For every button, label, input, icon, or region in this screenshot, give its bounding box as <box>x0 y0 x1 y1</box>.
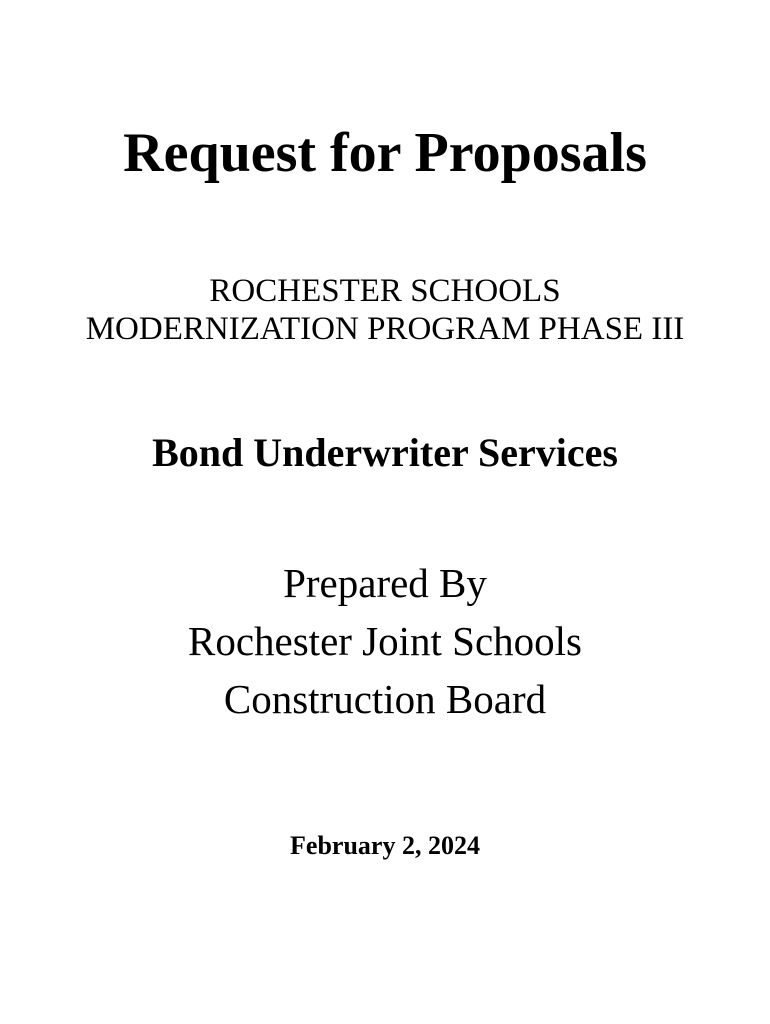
program-name <box>0 272 770 348</box>
preparer-line-1: Rochester Joint Schools <box>187 618 583 664</box>
prepared-by-label: Prepared By <box>283 560 487 606</box>
services-heading: Bond Underwriter Services <box>152 430 618 475</box>
program-line-1: ROCHESTER SCHOOLS <box>209 273 561 309</box>
preparer-line-2: Construction Board <box>223 676 547 722</box>
document-date: February 2, 2024 <box>290 831 480 860</box>
program-line-2: MODERNIZATION PROGRAM PHASE III <box>85 311 685 347</box>
document-title: Request for Proposals <box>123 122 647 184</box>
prepared-by-block <box>0 554 770 728</box>
